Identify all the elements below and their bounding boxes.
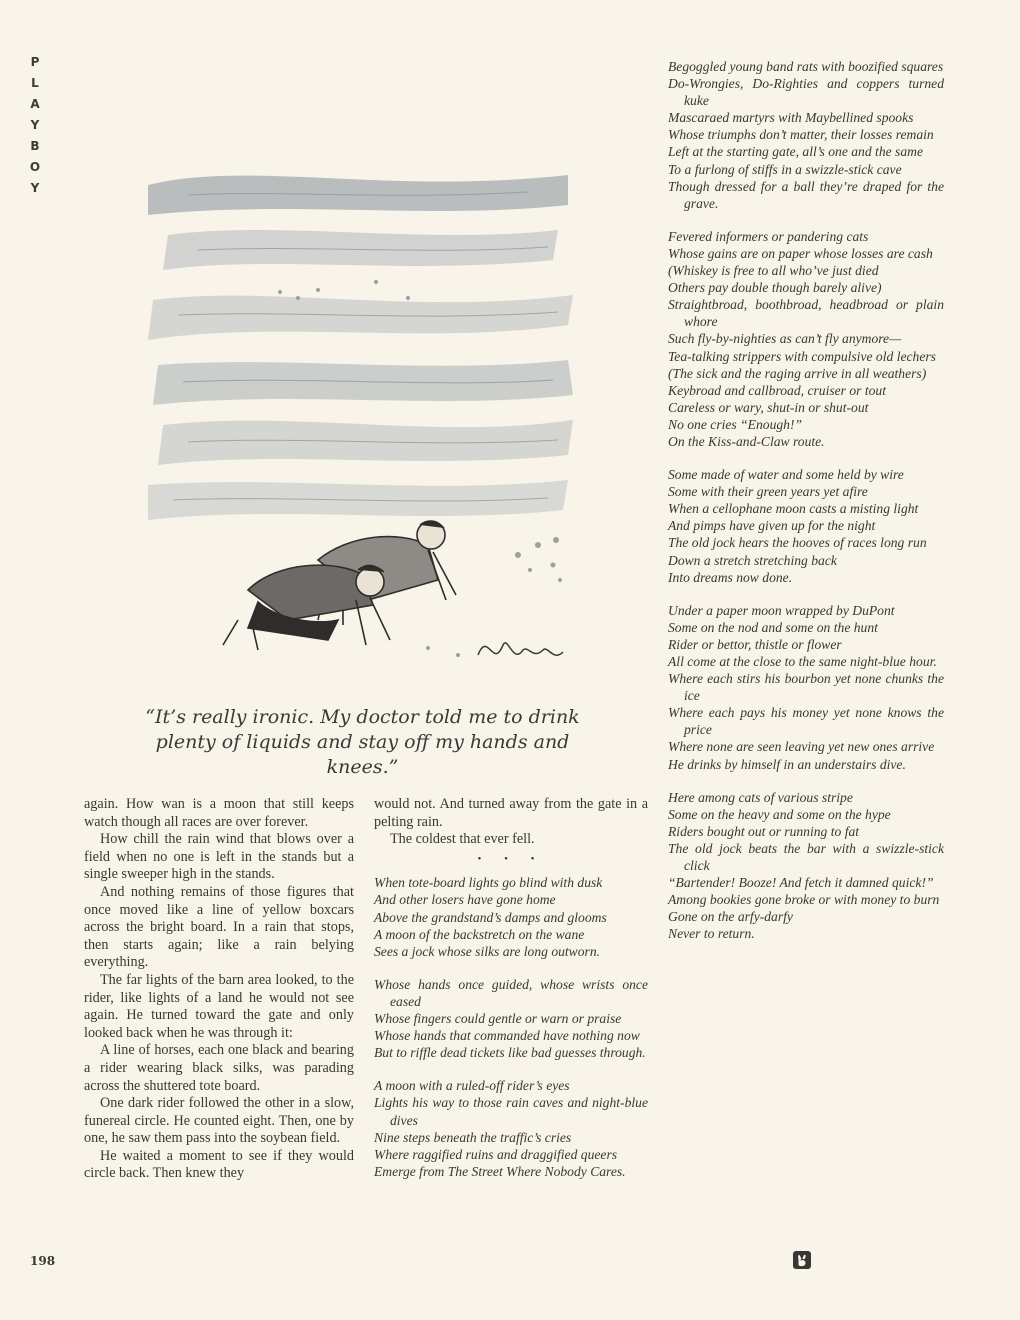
verse-line: Never to return. <box>668 926 755 942</box>
verse-line: The old jock hears the hooves of races long run <box>668 535 927 551</box>
cartoon-illustration <box>128 150 598 690</box>
verse-stanza <box>668 228 944 450</box>
verse-line: Some on the heavy and some on the hype <box>668 806 891 822</box>
verse-line: Emerge from The Street Where Nobody Cares. <box>374 1163 626 1179</box>
verse-line: And other losers have gone home <box>374 892 556 908</box>
magazine-letter: L <box>31 76 41 90</box>
verse-line: Careless or wary, shut-in or shut-out <box>668 399 869 415</box>
verse-line: Riders bought out or running to fat <box>668 823 860 839</box>
verse-line: Whose hands that commanded have nothing now <box>374 1028 640 1044</box>
verse-stanza <box>374 976 648 1061</box>
verse-line: (The sick and the raging arrive in all weathers) <box>668 365 927 381</box>
magazine-letter: Y <box>30 181 42 195</box>
verse-line: Left at the starting gate, all’s one and the same <box>668 144 923 160</box>
crawling-jockeys <box>223 521 456 650</box>
verse-line: Under a paper moon wrapped by DuPont <box>668 602 895 618</box>
verse-line: He drinks by himself in an understairs dive. <box>668 756 906 772</box>
verse-stanza <box>668 58 944 212</box>
verse-line: Where raggified ruins and draggified queers <box>374 1146 618 1162</box>
verse-stanza <box>668 466 944 586</box>
verse-line: The old jock beats the bar with a swizzle-stick click <box>668 840 944 874</box>
verse-line: Lights his way to those rain caves and night-blue dives <box>374 1095 648 1128</box>
article-paragraph: And nothing remains of those figures that once moved like a line of yellow boxcars across the bright board. In a rain that stops, then starts again; like a rain belying everything. <box>84 883 354 971</box>
verse-line: Where none are seen leaving yet new ones arrive <box>668 739 935 755</box>
verse-line: Straightbroad, boothbroad, headbroad or plain whore <box>668 297 944 330</box>
article-paragraph: A line of horses, each one black and bearing a rider wearing black silks, was parading across the shuttered tote board. <box>84 1042 354 1094</box>
verse-line: Some with their green years yet afire <box>668 484 868 500</box>
verse-line: Rider or bettor, thistle or flower <box>668 636 842 652</box>
article-column-middle <box>374 796 648 1196</box>
verse-line: To a furlong of stiffs in a swizzle-stick cave <box>668 161 902 177</box>
magazine-name-vertical <box>26 56 46 194</box>
verse-block-middle <box>374 874 648 1180</box>
verse-line: Above the grandstand’s damps and glooms <box>374 909 607 925</box>
verse-line: (Whiskey is free to all who’ve just died <box>668 263 879 279</box>
verse-line: All come at the close to the same night-blue hour. <box>668 654 937 669</box>
verse-line: No one cries “Enough!” <box>668 416 803 432</box>
article-paragraph: How chill the rain wind that blows over a field when no one is left in the stands but a single sweeper high in the stands. <box>84 831 354 883</box>
verse-column-right <box>668 58 944 959</box>
verse-line: Begoggled young band rats with boozified squares <box>668 59 944 74</box>
cartoon-caption: “It’s really ironic. My doctor told me to drink plenty of liquids and stay off my hands and knees.” <box>145 706 580 778</box>
article-paragraph: The coldest that ever fell. <box>390 831 535 848</box>
verse-line: Others pay double though barely alive) <box>668 280 882 296</box>
verse-line: Down a stretch stretching back <box>668 552 837 568</box>
verse-line: Here among cats of various stripe <box>668 789 853 805</box>
verse-line: Tea-talking strippers with compulsive old lechers <box>668 348 936 364</box>
rabbit-end-mark-icon <box>792 1250 812 1270</box>
verse-line: Whose gains are on paper whose losses are cash <box>668 245 933 261</box>
verse-line: Keybroad and callbroad, cruiser or tout <box>668 382 886 398</box>
verse-line: A moon of the backstretch on the wane <box>374 926 585 942</box>
verse-line: Nine steps beneath the traffic’s cries <box>374 1129 572 1145</box>
verse-line: Mascaraed martyrs with Maybellined spooks <box>668 110 914 126</box>
article-paragraph: One dark rider followed the other in a slow, funereal circle. He counted eight. Then, one by one, he saw them pass into the soybean field. <box>84 1095 354 1147</box>
section-separator: • • • <box>477 852 545 865</box>
verse-line: Whose triumphs don’t matter, their losses remain <box>668 127 934 143</box>
magazine-letter: A <box>30 97 42 111</box>
verse-line: A moon with a ruled-off rider’s eyes <box>374 1078 570 1094</box>
verse-line: When tote-board lights go blind with dusk <box>374 875 603 891</box>
verse-stanza <box>374 874 648 959</box>
verse-line: Gone on the arfy-darfy <box>668 909 793 925</box>
verse-line: Fevered informers or pandering cats <box>668 228 869 244</box>
verse-line: Among bookies gone broke or with money to burn <box>668 892 940 908</box>
article-paragraph: The far lights of the barn area looked, to the rider, like lights of a land he would not see again. He turned toward the gate and only looked back when he was through it: <box>84 971 354 1041</box>
page-number: 198 <box>30 1254 56 1268</box>
verse-line: Where each pays his money yet none knows the price <box>668 705 944 738</box>
article-column-left <box>84 796 354 1183</box>
verse-line: “Bartender! Booze! And fetch it damned quick!” <box>668 875 934 891</box>
verse-line: Some on the nod and some on the hunt <box>668 619 878 635</box>
verse-line: Though dressed for a ball they’re draped for the grave. <box>668 178 944 211</box>
verse-line: Whose hands once guided, whose wrists once eased <box>374 976 648 1009</box>
verse-stanza <box>668 602 944 773</box>
verse-line: On the Kiss-and-Claw route. <box>668 433 825 449</box>
article-paragraph: would not. And turned away from the gate in a pelting rain. <box>374 796 648 830</box>
verse-line: Where each stirs his bourbon yet none chunks the ice <box>668 671 944 704</box>
artist-signature <box>478 643 563 655</box>
magazine-letter: O <box>29 160 43 174</box>
magazine-letter: B <box>30 139 42 153</box>
verse-line: Such fly-by-nighties as can’t fly anymore— <box>668 331 902 347</box>
verse-line: Do-Wrongies, Do-Righties and coppers turned kuke <box>668 76 944 109</box>
verse-line: Some made of water and some held by wire <box>668 467 904 483</box>
rain-wash-strokes <box>148 175 573 520</box>
magazine-letter: P <box>30 55 42 69</box>
verse-stanza <box>374 1077 648 1180</box>
verse-line: Whose fingers could gentle or warn or praise <box>374 1011 622 1027</box>
verse-line: But to riffle dead tickets like bad guesses through. <box>374 1045 646 1061</box>
article-paragraph: He waited a moment to see if they would circle back. Then knew they <box>84 1147 354 1182</box>
article-paragraph: again. How wan is a moon that still keeps watch though all races are over forever. <box>84 796 354 830</box>
verse-stanza <box>668 789 944 943</box>
verse-line: Into dreams now done. <box>668 569 793 585</box>
verse-line: When a cellophane moon casts a misting light <box>668 501 919 517</box>
magazine-letter: Y <box>30 118 42 132</box>
verse-line: And pimps have given up for the night <box>668 518 876 534</box>
verse-line: Sees a jock whose silks are long outworn. <box>374 943 601 959</box>
